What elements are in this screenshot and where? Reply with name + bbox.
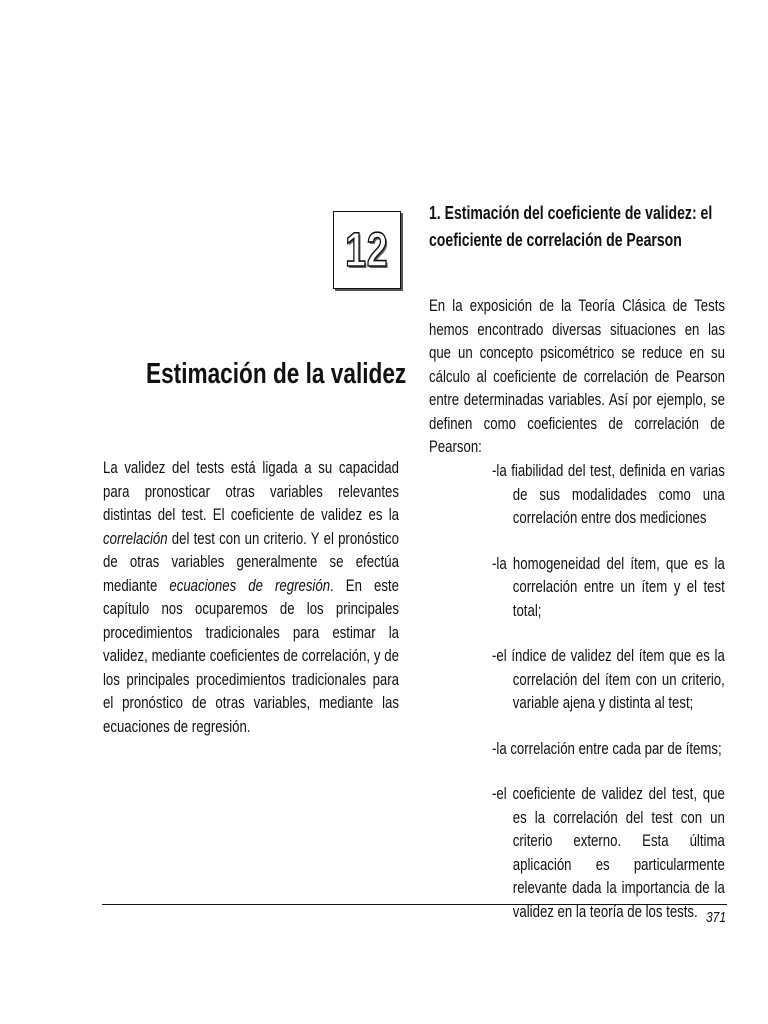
bullet-item: -la correlación entre cada par de ítems; (492, 739, 722, 758)
intro-text-3: . En este capítulo nos ocuparemos de los principales procedimientos tradicionales para estimar la validez, mediante coeficientes de correlación, y de los principales procedimientos tradicionales para el pronóstico de otras variables, mediante las ecuaciones de regresión. (103, 576, 399, 736)
intro-text-1: La validez del tests está ligada a su capacidad para pronosticar otras variables relevantes distintas del test. El coeficiente de validez es la (103, 459, 399, 524)
intro-emphasis-regresion: ecuaciones de regresión (169, 576, 331, 595)
section-heading-line-1: 1. Estimación del coeficiente de validez: el (429, 203, 713, 223)
intro-text-2: del test con un criterio. Y el pronóstico de otras variables generalmente se efectúa mediante (103, 529, 399, 595)
footer-rule (102, 904, 727, 905)
chapter-number-box (333, 211, 401, 289)
intro-paragraph (103, 457, 399, 739)
section-paragraph-text: En la exposición de la Teoría Clásica de Tests hemos encontrado diversas situaciones en las que un concepto psicométrico se reduce en su cálculo al coeficiente de correlación de Pearson entre determinadas variables. Así por ejemplo, se definen como coeficientes de correlación de Pearson: (429, 297, 725, 456)
section-heading-line-2: coeficiente de correlación de Pearson (429, 230, 682, 250)
section-heading (429, 200, 719, 254)
bullet-item: -la homogeneidad del ítem, que es la correlación entre un ítem y el test total; (492, 554, 725, 620)
bullet-item: -la fiabilidad del test, definida en varias de sus modalidades como una correlación entre dos mediciones (492, 462, 725, 527)
page-number: 371 (706, 909, 727, 926)
intro-emphasis-correlacion: correlación (103, 529, 168, 548)
chapter-number: 12 (345, 223, 389, 277)
bullet-list (492, 460, 725, 946)
chapter-title: Estimación de la validez (146, 358, 407, 390)
section-paragraph (429, 295, 725, 460)
bullet-item: -el coeficiente de validez del test, que es la correlación del test con un criterio externo. Esta última aplicación es particularmente relevante dada la importancia de la validez en la teoría de los tests. (492, 785, 725, 921)
bullet-item: -el índice de validez del ítem que es la correlación del ítem con un criterio, variable ajena y distinta al test; (492, 647, 725, 712)
